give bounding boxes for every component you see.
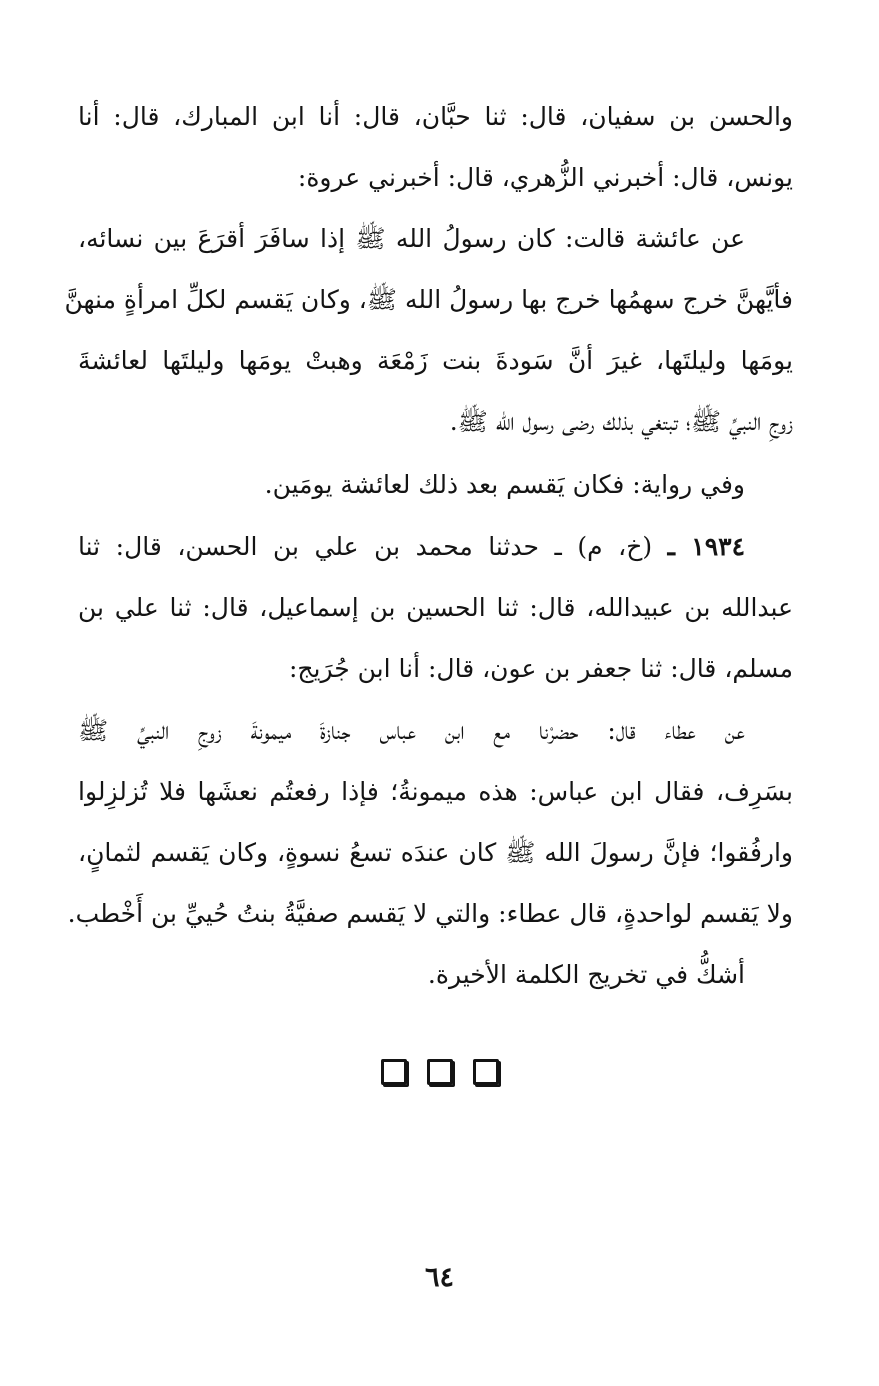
text-line: عن عطاء قال: حضرْنا مع ابن عباس جنازةَ ميمونةَ زوجِ النبيِّ ﷺ [78, 716, 745, 745]
hadith-number: ١٩٣٤ ـ [667, 532, 745, 561]
paragraph-riwaya-note [78, 454, 793, 515]
paragraph-aisha-hadith [64, 208, 793, 452]
text-line: ولا يَقسم لواحدةٍ، قال عطاء: والتي لا يَقسم صفيَّةُ بنتُ حُييِّ بن أَخْطب. [67, 899, 793, 928]
text-line: أشكُّ في تخريج الكلمة الأخيرة. [427, 960, 745, 989]
text-line: وارفُقوا؛ فإنَّ رسولَ الله ﷺ كان عندَه تسعُ نسوةٍ، وكان يَقسم لثمانٍ، [78, 838, 793, 867]
text-line-content: (خ، م) ـ حدثنا محمد بن علي بن الحسن، قال: ثنا [78, 532, 653, 561]
text-line: فأيَّهنَّ خرج سهمُها خرج بها رسولُ الله ﷺ، وكان يَقسم لكلِّ امرأةٍ منهنَّ [64, 285, 793, 314]
square-ornament-icon [381, 1059, 407, 1085]
page-number: ٦٤ [424, 1262, 454, 1293]
text-line: وفي رواية: فكان يَقسم بعد ذلك لعائشة يومَين. [264, 470, 745, 499]
text-line: يونس، قال: أخبرني الزُّهري، قال: أخبرني عروة: [297, 163, 793, 192]
text-line: عن عائشة قالت: كان رسولُ الله ﷺ إذا سافَرَ أقرَعَ بين نسائه، [78, 224, 745, 253]
text-line: بسَرِف، فقال ابن عباس: هذه ميمونةُ؛ فإذا رفعتُم نعشَها فلا تُزلزِلوا [78, 777, 793, 806]
text-line: زوجِ النبيِّ ﷺ؛ تبتغي بذلك رضى رسول الله ﷺ. [449, 407, 793, 436]
text-line [78, 516, 793, 577]
section-separator [381, 1059, 499, 1087]
text-line: والحسن بن سفيان، قال: ثنا حبَّان، قال: أنا ابن المبارك، قال: أنا [78, 102, 793, 131]
text-line: عبدالله بن عبيدالله، قال: ثنا الحسين بن إسماعيل، قال: ثنا علي بن [78, 593, 793, 622]
text-line: يومَها وليلتَها، غيرَ أنَّ سَودةَ بنت زَمْعَة وهبتْ يومَها وليلتَها لعائشةَ [78, 346, 793, 375]
square-ornament-icon [473, 1059, 499, 1085]
square-ornament-icon [427, 1059, 453, 1085]
text-line: مسلم، قال: ثنا جعفر بن عون، قال: أنا ابن جُرَيج: [288, 654, 793, 683]
paragraph-doubt-note [78, 944, 793, 1005]
paragraph-hadith-1934-isnad [78, 516, 793, 699]
paragraph-ata-hadith [67, 700, 793, 944]
paragraph-isnad-continuation [78, 86, 793, 208]
